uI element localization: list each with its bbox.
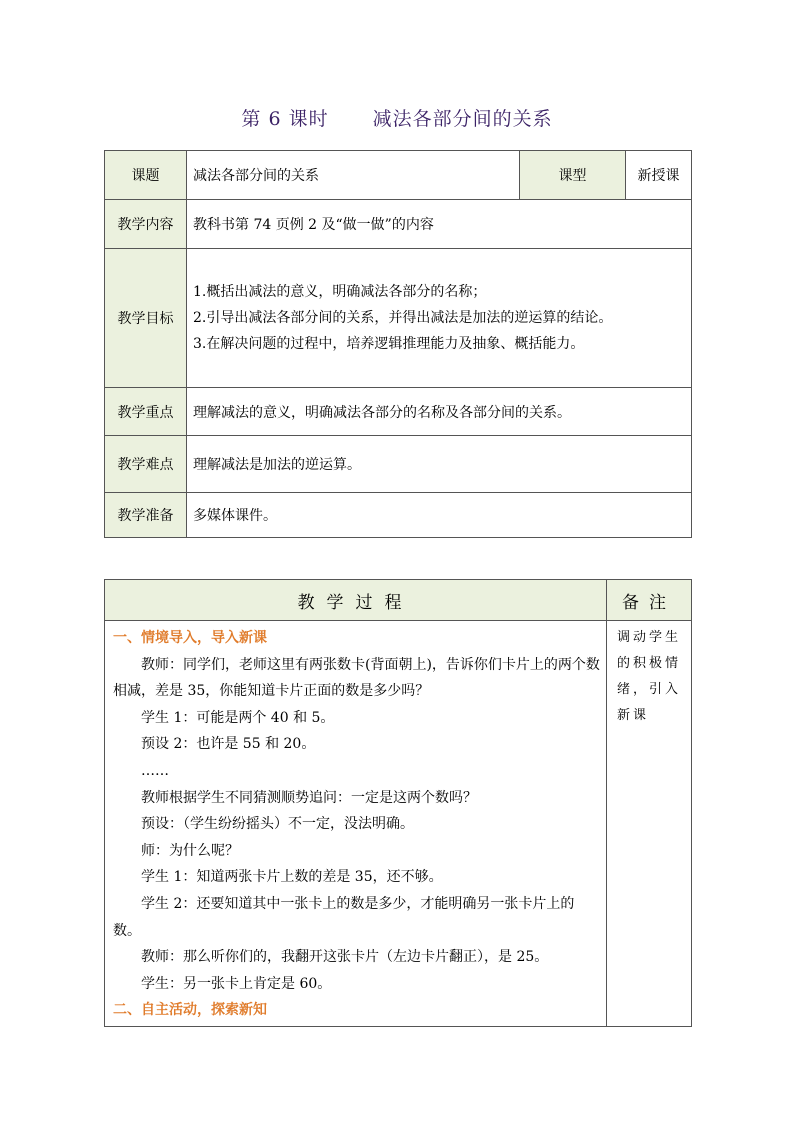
dialog-line: 学生 1：知道两张卡片上数的差是 35，还不够。 — [141, 869, 443, 886]
dialog-line: 教师：同学们，老师这里有两张数卡(背面朝上)，告诉你们卡片上的两个数相减，差是 35，你能知道卡片正面的数是多少吗？ — [113, 656, 600, 700]
dialog-line: 教师：那么听你们的，我翻开这张卡片（左边卡片翻正），是 25。 — [141, 949, 549, 966]
process-header-row — [105, 580, 692, 621]
difficulty-label: 教学难点 — [105, 436, 187, 493]
type-label: 课型 — [520, 151, 626, 200]
goals-list — [187, 249, 692, 388]
page-title — [0, 104, 794, 131]
lesson-info-table — [104, 150, 692, 538]
dialog-line: …… — [141, 762, 169, 779]
focus-label: 教学重点 — [105, 388, 187, 436]
dialog-line: 预设 2：也许是 55 和 20。 — [141, 736, 316, 753]
notes-header: 备注 — [607, 580, 692, 621]
prep-row — [105, 493, 692, 538]
dialog-line: 师：为什么呢？ — [141, 842, 239, 859]
type-value: 新授课 — [626, 151, 692, 200]
subject-label: 课题 — [105, 151, 187, 200]
section-heading: 二、自主活动，探索新知 — [113, 1002, 267, 1019]
prep-value: 多媒体课件。 — [187, 493, 692, 538]
dialog-line: 预设：（学生纷纷摇头）不一定，没法明确。 — [141, 816, 414, 833]
dialog-line: 学生：另一张卡上肯定是 60。 — [141, 975, 332, 992]
subject-row — [105, 151, 692, 200]
dialog-line: 学生 1：可能是两个 40 和 5。 — [141, 709, 335, 726]
focus-row — [105, 388, 692, 436]
goal-item: 3.在解决问题的过程中，培养逻辑推理能力及抽象、概括能力。 — [193, 336, 585, 352]
process-header: 教学过程 — [105, 580, 607, 621]
dialog-line: 教师根据学生不同猜测顺势追问：一定是这两个数吗？ — [141, 789, 477, 806]
goal-item: 1.概括出减法的意义，明确减法各部分的名称； — [193, 284, 487, 300]
subject-value: 减法各部分间的关系 — [187, 151, 520, 200]
difficulty-row — [105, 436, 692, 493]
process-body — [105, 621, 607, 1027]
lesson-number: 第 6 课时 — [241, 108, 329, 130]
teaching-process-table — [104, 579, 692, 1027]
process-body-row — [105, 621, 692, 1027]
lesson-topic: 减法各部分间的关系 — [372, 108, 553, 130]
dialog-line: 学生 2：还要知道其中一张卡上的数是多少，才能明确另一张卡片上的数。 — [113, 895, 575, 939]
goal-item: 2.引导出减法各部分间的关系，并得出减法是加法的逆运算的结论。 — [193, 310, 613, 326]
content-row — [105, 200, 692, 249]
teacher-note: 调动学生的积极情绪，引入新课 — [607, 621, 692, 1027]
content-value: 教科书第 74 页例 2 及“做一做”的内容 — [187, 200, 692, 249]
focus-value: 理解减法的意义，明确减法各部分的名称及各部分间的关系。 — [187, 388, 692, 436]
difficulty-value: 理解减法是加法的逆运算。 — [187, 436, 692, 493]
prep-label: 教学准备 — [105, 493, 187, 538]
goals-label: 教学目标 — [105, 249, 187, 388]
goals-row — [105, 249, 692, 388]
section-heading: 一、情境导入，导入新课 — [113, 630, 267, 646]
content-label: 教学内容 — [105, 200, 187, 249]
